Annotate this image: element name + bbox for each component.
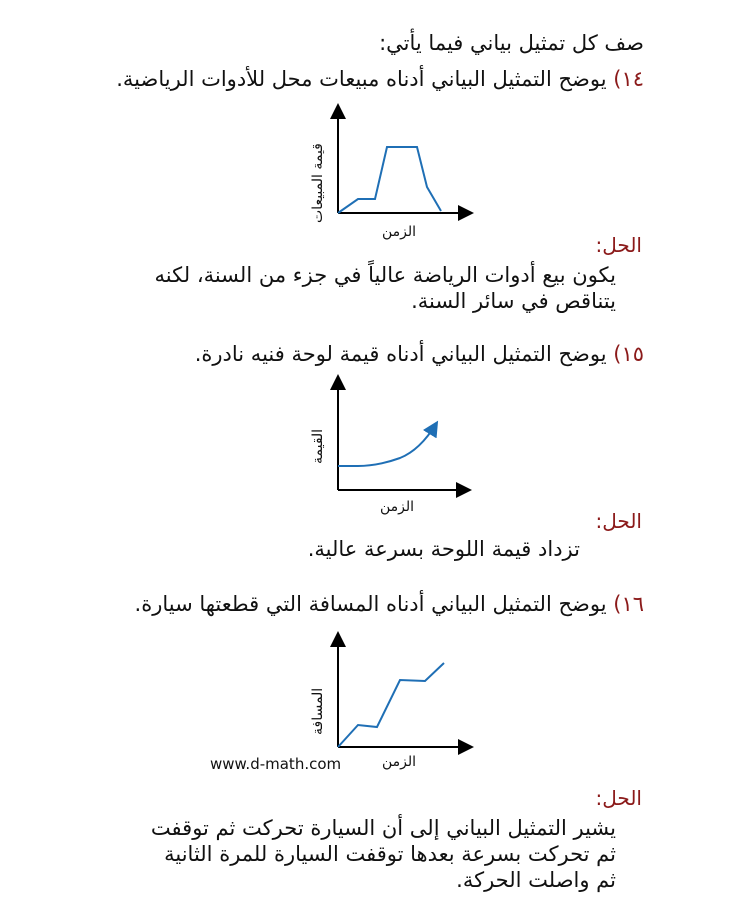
graph-16-curve bbox=[338, 663, 444, 747]
graph-15-xlabel: الزمن bbox=[380, 499, 415, 515]
graph-14-ylabel: قيمة المبيعات bbox=[310, 143, 326, 223]
question-14 bbox=[116, 66, 644, 92]
answer-14-line-1: يكون بيع أدوات الرياضة عالياً في جزء من السنة، لكنه bbox=[154, 263, 616, 287]
watermark: www.d-math.com bbox=[210, 755, 342, 773]
graph-16-xlabel: الزمن bbox=[382, 754, 417, 770]
answer-16-line-1: يشير التمثيل البياني إلى أن السيارة تحركت ثم توقفت bbox=[150, 816, 616, 840]
answer-15-line-1: تزداد قيمة اللوحة بسرعة عالية. bbox=[307, 537, 580, 561]
answer-14-line-2: يتناقص في سائر السنة. bbox=[411, 289, 616, 313]
graph-14-xlabel: الزمن bbox=[382, 224, 417, 240]
answer-16-line-2: ثم تحركت بسرعة بعدها توقفت السيارة للمرة الثانية bbox=[164, 842, 616, 866]
graph-16 bbox=[300, 625, 480, 775]
graph-14-curve bbox=[338, 147, 441, 213]
graph-14 bbox=[300, 95, 480, 240]
question-16 bbox=[135, 591, 644, 617]
answer-16-line-3: ثم واصلت الحركة. bbox=[456, 868, 616, 892]
question-14-number: ١٤) bbox=[613, 67, 644, 91]
question-16-number: ١٦) bbox=[613, 592, 644, 616]
solution-label-16: الحل: bbox=[595, 786, 642, 810]
intro-text: صف كل تمثيل بياني فيما يأتي: bbox=[379, 31, 644, 55]
graph-15 bbox=[300, 368, 480, 518]
graph-16-ylabel: المسافة bbox=[310, 687, 326, 735]
graph-15-ylabel: القيمة bbox=[310, 428, 326, 464]
question-16-text: يوضح التمثيل البياني أدناه المسافة التي قطعتها سيارة. bbox=[134, 592, 607, 616]
solution-label-14: الحل: bbox=[595, 233, 642, 257]
question-15-text: يوضح التمثيل البياني أدناه قيمة لوحة فنيه نادرة. bbox=[194, 342, 607, 366]
graph-15-curve bbox=[338, 424, 436, 466]
question-15 bbox=[195, 341, 644, 367]
solution-label-15: الحل: bbox=[595, 509, 642, 533]
question-14-text: يوضح التمثيل البياني أدناه مبيعات محل للأدوات الرياضية. bbox=[116, 67, 607, 91]
question-15-number: ١٥) bbox=[613, 342, 644, 366]
